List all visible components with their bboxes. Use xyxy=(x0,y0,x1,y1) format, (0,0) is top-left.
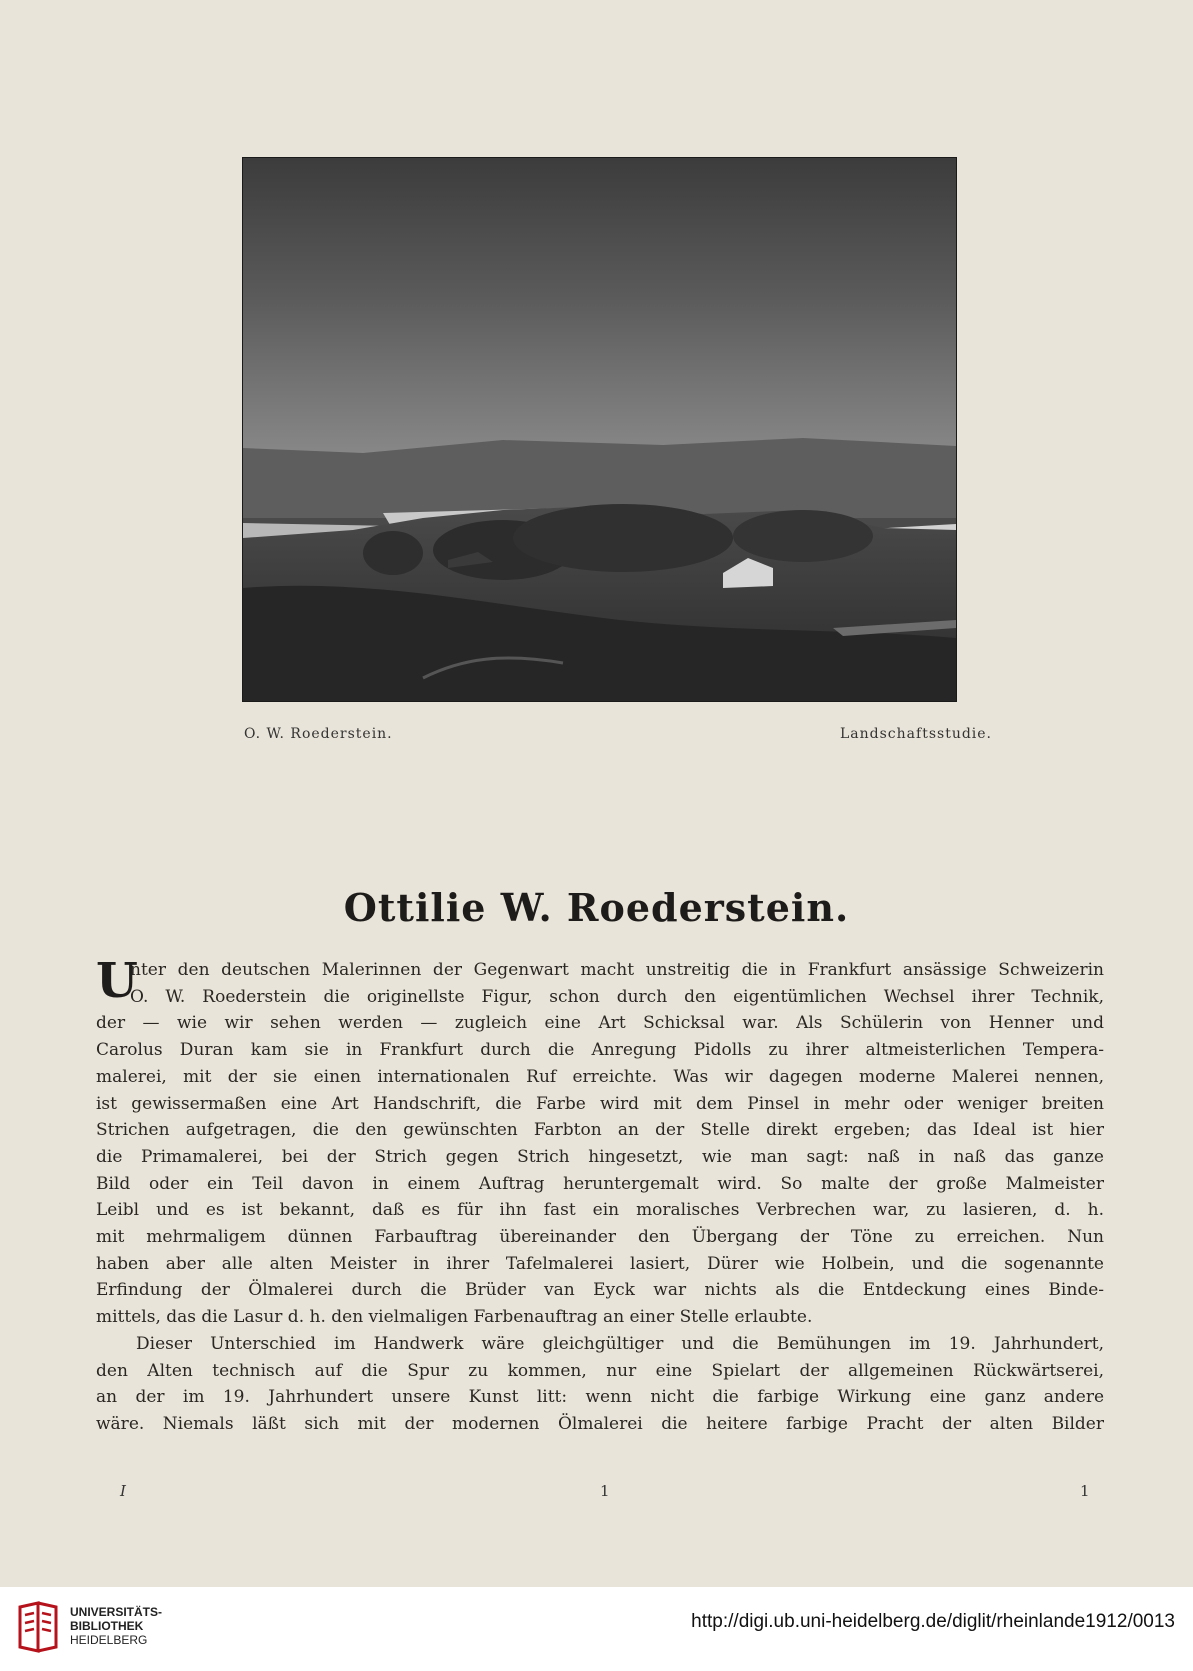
library-name-line: HEIDELBERG xyxy=(70,1633,148,1647)
article-body xyxy=(96,953,1104,1438)
page-number-center: 1 xyxy=(600,1482,610,1500)
page-number-right: 1 xyxy=(1080,1482,1090,1500)
text-line: an der im 19. Jahrhundert unsere Kunst litt: wenn nicht die farbige Wirkung eine ganz andere xyxy=(96,1387,1104,1408)
library-footer xyxy=(0,1587,1193,1671)
paragraph-1 xyxy=(96,953,1104,1331)
text-line: O. W. Roederstein die originellste Figur, schon durch den eigentümlichen Wechsel ihrer Technik, xyxy=(130,986,1104,1007)
text-line: mit mehrmaligem dünnen Farbauftrag übereinander den Übergang der Töne zu erreichen. Nun xyxy=(96,1227,1104,1248)
library-name xyxy=(70,1605,162,1647)
library-logo-icon xyxy=(16,1601,60,1653)
text-line: Strichen aufgetragen, die den gewünschten Farbton an der Stelle direkt ergeben; das Ideal ist hier xyxy=(96,1120,1104,1141)
text-line-content: nter den deutschen Malerinnen der Gegenwart macht unstreitig die in Frankfurt ansässige Schweizerin xyxy=(130,960,1104,980)
paragraph-2 xyxy=(96,1331,1104,1438)
text-line: der — wie wir sehen werden — zugleich eine Art Schicksal war. Als Schülerin von Henner und xyxy=(96,1013,1104,1034)
text-line: Dieser Unterschied im Handwerk wäre gleichgültiger und die Bemühungen im 19. Jahrhundert, xyxy=(136,1333,1104,1354)
drop-cap: U xyxy=(96,953,138,1009)
article-title: Ottilie W. Roederstein. xyxy=(343,885,850,930)
text-line: Bild oder ein Teil davon in einem Auftrag heruntergemalt wird. So malte der große Malmeister xyxy=(96,1173,1104,1194)
source-url-link[interactable]: http://digi.ub.uni-heidelberg.de/diglit/rheinlande1912/0013 xyxy=(691,1611,1175,1632)
landscape-painting xyxy=(242,157,957,702)
text-line: die Primamalerei, bei der Strich gegen Strich hingesetzt, wie man sagt: naß in naß das ganze xyxy=(96,1146,1104,1167)
library-name-line: BIBLIOTHEK xyxy=(70,1619,144,1633)
text-line: Erfindung der Ölmalerei durch die Brüder van Eyck war nichts als die Entdeckung eines Binde- xyxy=(96,1280,1104,1301)
text-line: haben aber alle alten Meister in ihrer Tafelmalerei lasiert, Dürer wie Holbein, und die sogenannte xyxy=(96,1253,1104,1274)
page-signature: I xyxy=(120,1482,126,1500)
text-line: mittels, das die Lasur d. h. den vielmaligen Farbenauftrag an einer Stelle erlaubte. xyxy=(96,1307,813,1328)
text-line: malerei, mit der sie einen internationalen Ruf erreichte. Was wir dagegen moderne Malerei nennen, xyxy=(96,1066,1104,1087)
text-line: Leibl und es ist bekannt, daß es für ihn fast ein moralisches Verbrechen war, zu lasieren, d. h. xyxy=(96,1200,1104,1221)
text-line: ist gewissermaßen eine Art Handschrift, die Farbe wird mit dem Pinsel in mehr oder weniger breiten xyxy=(96,1093,1104,1114)
figure-caption-artist: O. W. Roederstein. xyxy=(244,726,393,742)
figure-caption-title: Landschaftsstudie. xyxy=(840,726,993,742)
library-name-line: UNIVERSITÄTS- xyxy=(70,1605,163,1619)
text-line: Carolus Duran kam sie in Frankfurt durch die Anregung Pidolls zu ihrer altmeisterlichen Tempera- xyxy=(96,1040,1104,1061)
text-line: wäre. Niemals läßt sich mit der modernen Ölmalerei die heitere farbige Pracht der alten Bilder xyxy=(96,1413,1104,1434)
text-line: den Alten technisch auf die Spur zu kommen, nur eine Spielart der allgemeinen Rückwärtserei, xyxy=(96,1360,1104,1381)
